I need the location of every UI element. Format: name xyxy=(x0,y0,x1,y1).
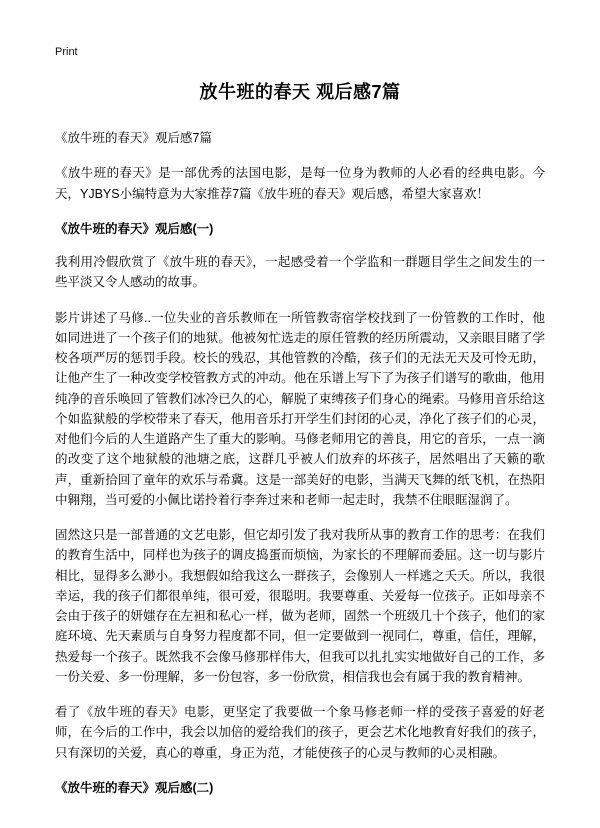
page-title: 放牛班的春天 观后感7篇 xyxy=(199,82,401,102)
section-1-paragraph-3: 固然这只是一部普通的文艺电影，但它却引发了我对我所从事的教育工作的思考：在我们的教育生活中，同样也为孩子的调皮捣蛋而烦恼，为家长的不理解而委屈。这一切与影片相比，显得多么渺小。我想假如给我这么一群孩子，会像别人一样逃之夭夭。所以，我很幸运，我的孩子们都很单纯，很可爱，很聪明。我要尊重、关爱每一位孩子。正如母亲不会由于孩子的妍媸存在左袒和私心一样，做为老师，固然一个班级几十个孩子，他们的家庭环境、先天素质与自身努力程度都不同，但一定要做到一视同仁，尊重，信任，理解，热爱每一个孩子。既然我不会像马修那样伟大，但我可以扎扎实实地做好自己的工作，多一份关爱、多一份理解，多一份包容，多一份欣赏，相信我也会有属于我的教育精神。 xyxy=(55,528,545,684)
section-1-paragraph-4: 看了《放牛班的春天》电影，更坚定了我要做一个象马修老师一样的受孩子喜爱的好老师，在今后的工作中，我会以加倍的爱给我们的孩子，更会艺术化地教育好我们的孩子，只有深切的关爱，真心的尊重，身正为范，才能使孩子的心灵与教师的心灵相融。 xyxy=(55,705,545,760)
section-1-paragraph-1: 我利用冷假欣赏了《放牛班的春天》，一起感受着一个学监和一群题目学生之间发生的一些平淡又令人感动的故事。 xyxy=(55,255,545,290)
section-2-heading: 《放牛班的春天》观后感(二) xyxy=(55,780,214,795)
print-button[interactable]: Print xyxy=(55,46,78,58)
section-1-paragraph-2: 影片讲述了马修..一位失业的音乐教师在一所管教寄宿学校找到了一份管教的工作时，他如同进进了一个孩子们的地狱。他被匆忙选走的原任管教的经历所震动，又亲眼目睹了学校各项严厉的惩罚手段。校长的残忍，其他管教的冷酷，孩子们的无法无天及可怜无助，让他产生了一种改变学校管教方式的冲动。他在乐谱上写下了为孩子们谱写的歌曲，他用纯净的音乐唤回了管教们冰冷已久的心，解脱了束缚孩子们身心的绳索。马修用音乐给这个如监狱般的学校带来了春天，他用音乐打开学生们封闭的心灵，净化了孩子们的心灵，对他们今后的人生道路产生了重大的影响。马修老师用它的善良，用它的音乐，一点一滴的改变了这个地狱般的池塘之底，这群几乎被人们放弃的坏孩子，居然唱出了天籁的歌声，重新拾回了童年的欢乐与希冀。这是一部美好的电影，当满天飞舞的纸飞机，在热阳中翱翔，当可爱的小佩比诺拎着行李奔过来和老师一起走时，我禁不住眼眶湿润了。 xyxy=(55,310,545,507)
intro-paragraph: 《放牛班的春天》是一部优秀的法国电影，是每一位身为教师的人必看的经典电影。今天，YJBYS小编特意为大家推荐7篇《放牛班的春天》观后感，希望大家喜欢！ xyxy=(55,166,545,201)
subtitle-paragraph: 《放牛班的春天》观后感7篇 xyxy=(55,131,212,145)
section-1-heading: 《放牛班的春天》观后感(一) xyxy=(55,221,214,236)
